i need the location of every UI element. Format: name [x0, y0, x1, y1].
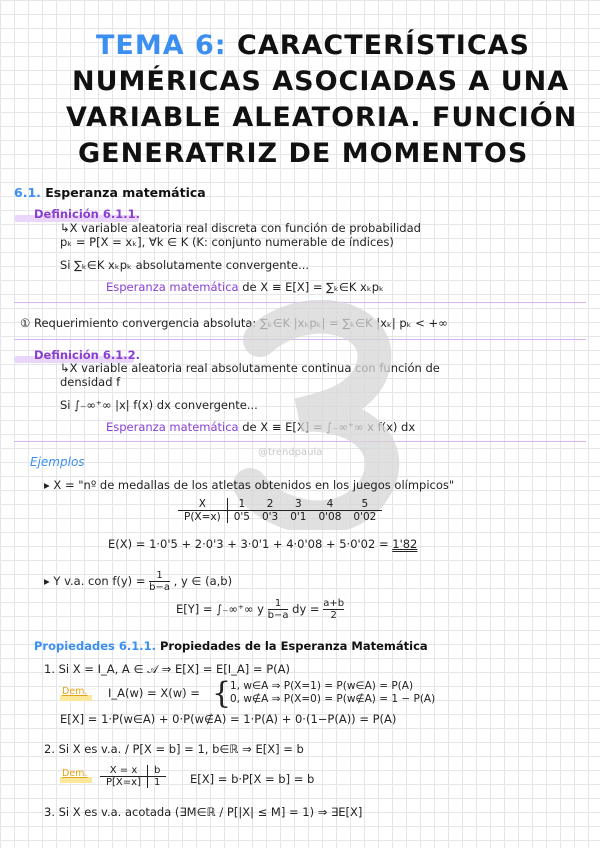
example-1-calculation: E(X) = 1·0'5 + 2·0'3 + 3·0'1 + 4·0'08 + 5·0'02 =	[108, 537, 393, 551]
fraction-denominator: b−a	[267, 610, 289, 621]
title-prefix: TEMA 6:	[96, 30, 227, 61]
property-2-result: E[X] = b·P[X = b] = b	[190, 772, 315, 786]
table-cell: b	[147, 765, 166, 777]
dem-label: Dem.	[62, 686, 88, 697]
table-cell: 0'08	[318, 511, 342, 523]
table-row	[178, 511, 382, 524]
property-2: 2. Si X es v.a. / P[X = b] = 1, b∈ℝ ⇒ E[X] = b	[44, 742, 304, 756]
properties-heading	[34, 639, 428, 653]
example-1-result	[108, 537, 417, 551]
properties-number: Propiedades 6.1.1.	[34, 639, 156, 653]
page-title-line3: VARIABLE ALEATORIA. FUNCIÓN	[66, 102, 578, 133]
definition-6-1-1-title: Definición 6.1.1.	[34, 207, 140, 221]
expectation-label: Esperanza matemática	[106, 420, 239, 434]
expectation-formula: de X ≡ E[X] = ∑ₖ∈K xₖpₖ	[242, 280, 384, 294]
requirement-note: ① Requerimiento convergencia absoluta: ∑ₖ∈K |xₖpₖ| = ∑ₖ∈K |xₖ| pₖ < +∞	[20, 316, 448, 330]
probability-table	[178, 498, 382, 523]
example-1-statement: ▸ X = "nº de medallas de los atletas obtenidos en los juegos olímpicos"	[44, 478, 455, 492]
example-2-statement	[44, 570, 232, 593]
table-row	[178, 498, 382, 511]
properties-title: Propiedades de la Esperanza Matemática	[159, 639, 428, 653]
section-number: 6.1.	[14, 185, 41, 200]
property-1-dem-a: I_A(w) = X(w) =	[108, 686, 200, 700]
page-title-line1	[96, 30, 530, 61]
definition-6-1-1-line3: Si ∑ₖ∈K xₖpₖ absolutamente convergente...	[60, 258, 310, 272]
example-2-dy: dy =	[292, 602, 320, 616]
expectation-formula: de X ≡ E[X] = ∫₋∞⁺∞ x f(x) dx	[242, 420, 416, 434]
definition-6-1-2-title: Definición 6.1.2.	[34, 348, 140, 362]
fraction	[268, 598, 289, 621]
page-title-line2: NUMÉRICAS ASOCIADAS A UNA	[72, 66, 570, 97]
example-2-suffix: , y ∈ (a,b)	[173, 574, 233, 588]
examples-title: Ejemplos	[30, 455, 85, 469]
dem-label: Dem.	[62, 768, 88, 779]
table-row	[100, 777, 166, 789]
title-line1-rest: CARACTERÍSTICAS	[237, 30, 530, 61]
probability-table-grid	[178, 498, 382, 523]
table-cell: P[X=x]	[100, 777, 147, 789]
fraction	[323, 598, 344, 621]
definition-6-1-2-line3: Si ∫₋∞⁺∞ |x| f(x) dx convergente...	[60, 398, 258, 412]
fraction	[149, 570, 170, 593]
table-row	[100, 765, 166, 777]
property-2-table-grid	[100, 765, 166, 788]
property-1-dem-case1: 1, w∈A ⇒ P(X=1) = P(w∈A) = P(A)	[230, 680, 414, 692]
table-cell: X	[178, 498, 227, 511]
fraction-denominator: b−a	[149, 582, 170, 593]
table-cell: 0'5	[233, 511, 250, 523]
fraction-denominator: 2	[330, 610, 337, 621]
property-3: 3. Si X es v.a. acotada (∃M∈ℝ / P[|X| ≤ M] = 1) ⇒ ∃E[X]	[44, 805, 363, 819]
table-cell: 3	[284, 498, 312, 511]
table-cell: 0'1	[290, 511, 307, 523]
example-1-value: 1'82	[392, 537, 418, 551]
property-1: 1. Si X = I_A, A ∈ 𝒜 ⇒ E[X] = E[I_A] = P(A)	[44, 662, 290, 676]
table-cell: P(X=x)	[178, 511, 227, 524]
definition-6-1-2-line2: densidad f	[60, 375, 121, 389]
table-cell: X = x	[100, 765, 147, 777]
table-cell: 2	[256, 498, 284, 511]
page-title-line4: GENERATRIZ DE MOMENTOS	[78, 138, 529, 169]
definition-6-1-2-line1: ↳X variable aleatoria real absolutamente continua con función de	[60, 361, 440, 375]
definition-6-1-1-line2: pₖ = P[X = xₖ], ∀k ∈ K (K: conjunto numerable de índices)	[60, 235, 394, 249]
table-cell: 0'3	[261, 511, 279, 523]
fraction-numerator: 1	[149, 570, 170, 582]
watermark-logo	[220, 300, 420, 530]
property-1-conclusion: E[X] = 1·P(w∈A) + 0·P(w∉A) = 1·P(A) + 0·(1−P(A)) = P(A)	[60, 712, 397, 726]
example-2-integral: E[Y] = ∫₋∞⁺∞ y	[176, 602, 264, 616]
property-2-table	[100, 765, 166, 788]
table-cell: 0'02	[353, 511, 377, 523]
fraction-numerator: 1	[268, 598, 289, 610]
section-heading	[14, 185, 206, 200]
table-cell: 1	[153, 777, 161, 788]
definition-6-1-1-line1: ↳X variable aleatoria real discreta con función de probabilidad	[60, 221, 421, 235]
example-2-prefix: ▸ Y v.a. con f(y) =	[44, 574, 146, 588]
expectation-label: Esperanza matemática	[106, 280, 239, 294]
fraction-numerator: a+b	[323, 598, 345, 609]
table-cell: 1	[227, 498, 256, 511]
brace: {	[212, 676, 232, 711]
watermark-text: @trendpaula	[258, 447, 323, 458]
example-2-result	[176, 598, 344, 621]
table-cell: 5	[347, 498, 382, 511]
definition-6-1-1-line4	[106, 280, 384, 294]
property-1-dem-case2: 0, w∉A ⇒ P(X=0) = P(w∉A) = 1 − P(A)	[230, 693, 436, 705]
section-label: Esperanza matemática	[45, 185, 206, 200]
table-cell: 4	[312, 498, 347, 511]
